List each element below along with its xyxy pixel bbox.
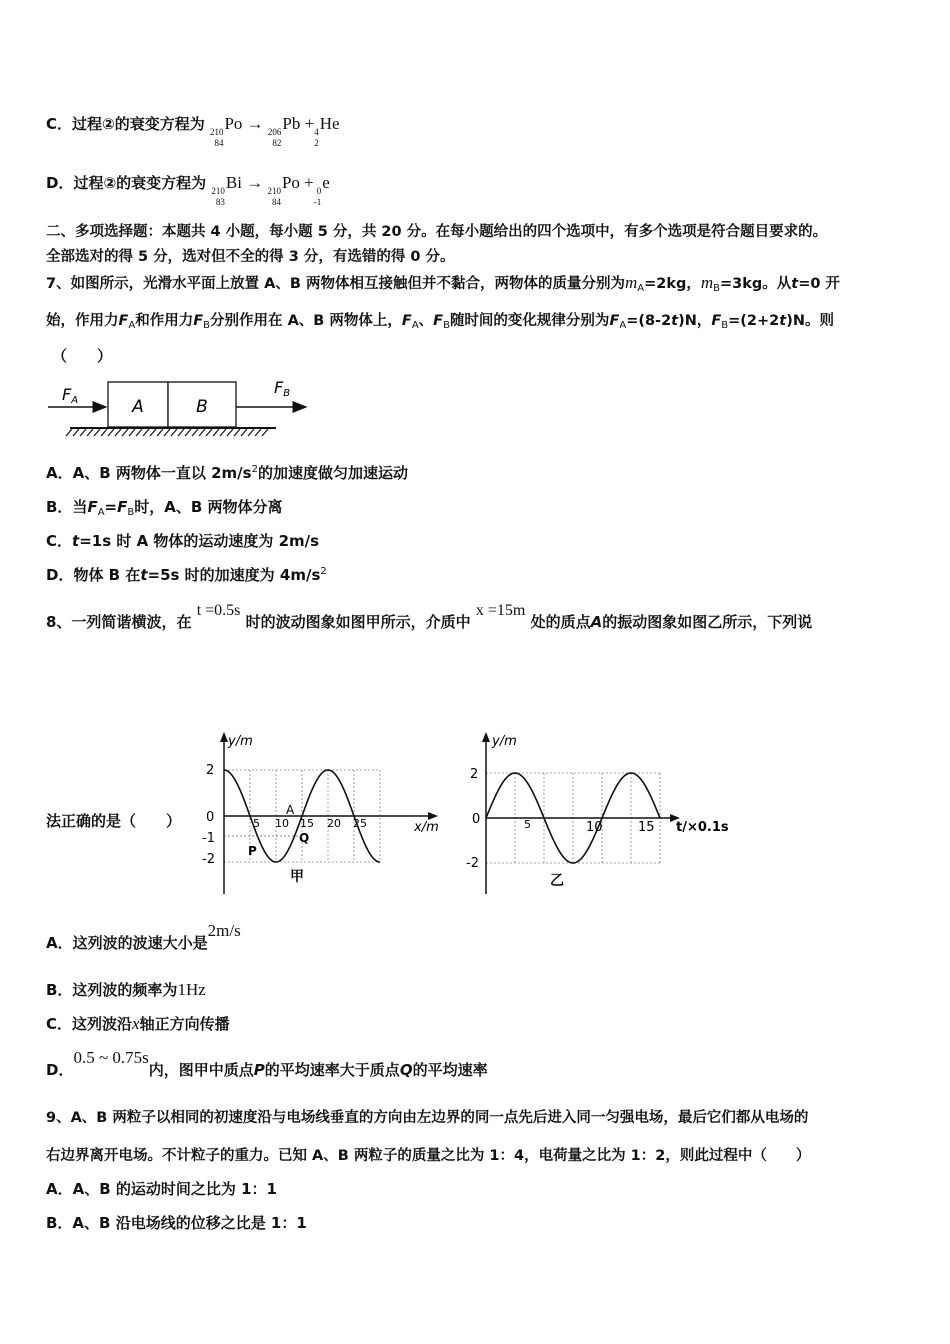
- graph1-xtick-25: 25: [353, 817, 367, 830]
- ground-hatch: [66, 429, 268, 436]
- section-heading-line2: 全部选对的得 5 分，选对但不全的得 3 分，有选错的得 0 分。: [46, 249, 455, 265]
- graph1-ytick-0: 0: [206, 810, 215, 825]
- graph1-xlabel: x/m: [414, 820, 439, 835]
- graph2-xtick-15: 15: [638, 820, 655, 835]
- force-a-label: FA: [62, 385, 79, 406]
- graph1-xtick-20: 20: [327, 817, 341, 830]
- q7-option-d: D．物体 B 在t=5s 时的加速度为 $4m/s^2$: [46, 566, 327, 584]
- graph1-ytick-n2: -2: [202, 852, 215, 867]
- vibration-graph-yi: [466, 728, 730, 896]
- q8-option-c: C．这列波沿x轴正方向传播: [46, 1014, 230, 1033]
- q7-blank: （ ）: [52, 347, 113, 365]
- q9-line1: 9、A、B 两粒子以相同的初速度沿与电场线垂直的方向由左边界的同一点先后进入同一匀强电场，最后它们都从电场的: [46, 1110, 809, 1126]
- graph1-ylabel: y/m: [228, 734, 253, 749]
- graph1-x-arrow: [428, 812, 438, 820]
- option-c-prev: C．过程②的衰变方程为 210 84 Po → 206 82 Pb + 4 2 He: [46, 114, 340, 148]
- q7-line2: 始，作用力$F_A$和作用力$F_B$分别作用在 A、B 两物体上，$F_A$、$F_B$随时间的变化规律分别为$F_A=(8-2t)N$，$F_B=(2+2t)N$。则: [46, 313, 834, 331]
- q9-line2: 右边界离开电场。不计粒子的重力。已知 A、B 两粒子的质量之比为 1：4，电荷量之比为 1：2，则此过程中（ ）: [46, 1148, 811, 1164]
- q8-x-expr: x =15m: [475, 602, 526, 619]
- graph2-caption: 乙: [550, 873, 564, 889]
- q8-line2: 法正确的是（ ）: [46, 812, 182, 830]
- graph1-xtick-15: 15: [300, 817, 314, 830]
- block-a-label: A: [132, 397, 144, 417]
- graph1-caption: 甲: [290, 869, 304, 885]
- graph2-ytick-0: 0: [472, 812, 481, 827]
- decay-equation-c: 210 84 Po → 206 82 Pb + 4 2 He: [209, 114, 340, 148]
- graph2-xlabel: t/×0.1s: [676, 820, 729, 835]
- q8-line1: 8、一列简谐横波，在 t =0.5s 时的波动图象如图甲所示，介质中 x =15m 处的质点A的振动图象如图乙所示，下列说: [46, 602, 813, 631]
- q7-line1: 7、如图所示，光滑水平面上放置 A、B 两物体相互接触但并不黏合，两物体的质量分别为$m_A=2kg$，$m_B=3kg$。从t=0 开: [46, 273, 841, 294]
- force-b-label: FB: [274, 378, 291, 399]
- decay-equation-d: 210 83 Bi → 210 84 Po + 0 -1 e: [211, 173, 330, 207]
- graph2-xtick-10: 10: [586, 820, 603, 835]
- q7-option-a: A．A、B 两物体一直以 $2m/s^2$的加速度做匀加速运动: [46, 464, 408, 482]
- graph1-ytick-2: 2: [206, 763, 215, 778]
- graph1-ytick-n1: -1: [202, 831, 215, 846]
- graph1-y-arrow: [220, 732, 228, 742]
- q7-option-c: C．t=1s 时 A 物体的运动速度为 2m/s: [46, 532, 320, 550]
- section-heading-line1: 二、多项选择题：本题共 4 小题，每小题 5 分，共 20 分。在每小题给出的四个选项中，有多个选项是符合题目要求的。: [46, 224, 828, 240]
- q8-option-d: D．0.5 ~ 0.75s内，图甲中质点P的平均速率大于质点Q的平均速率: [46, 1048, 488, 1079]
- graph1-point-p: P: [248, 844, 257, 858]
- graph2-xtick-5: 5: [524, 818, 531, 831]
- graph2-ylabel: y/m: [492, 734, 517, 749]
- graph2-ytick-2: 2: [470, 767, 479, 782]
- block-b-label: B: [196, 397, 208, 417]
- q9-option-a: A．A、B 的运动时间之比为 1：1: [46, 1180, 277, 1198]
- graph1-point-q: Q: [299, 831, 310, 845]
- graph2-ytick-n2: -2: [466, 856, 479, 871]
- q8-option-a: A．这列波的波速大小是2m/s: [46, 921, 241, 952]
- graph1-xtick-5: 5: [253, 817, 260, 830]
- q7-option-b: B．当$F_A=F_B$时，A、B 两物体分离: [46, 498, 283, 518]
- q7-blocks-figure: [44, 374, 314, 440]
- q8-time-expr: t =0.5s: [196, 602, 241, 619]
- wave-graph-jia: [196, 728, 446, 896]
- graph1-point-a: A: [286, 803, 295, 817]
- graph1-xtick-10: 10: [275, 817, 289, 830]
- option-d-prev: D．过程②的衰变方程为 210 83 Bi → 210 84 Po + 0 -1 e: [46, 173, 330, 207]
- q9-option-b: B．A、B 沿电场线的位移之比是 1：1: [46, 1214, 307, 1232]
- graph2-y-arrow: [482, 732, 490, 742]
- q8-option-b: B．这列波的频率为1Hz: [46, 980, 206, 999]
